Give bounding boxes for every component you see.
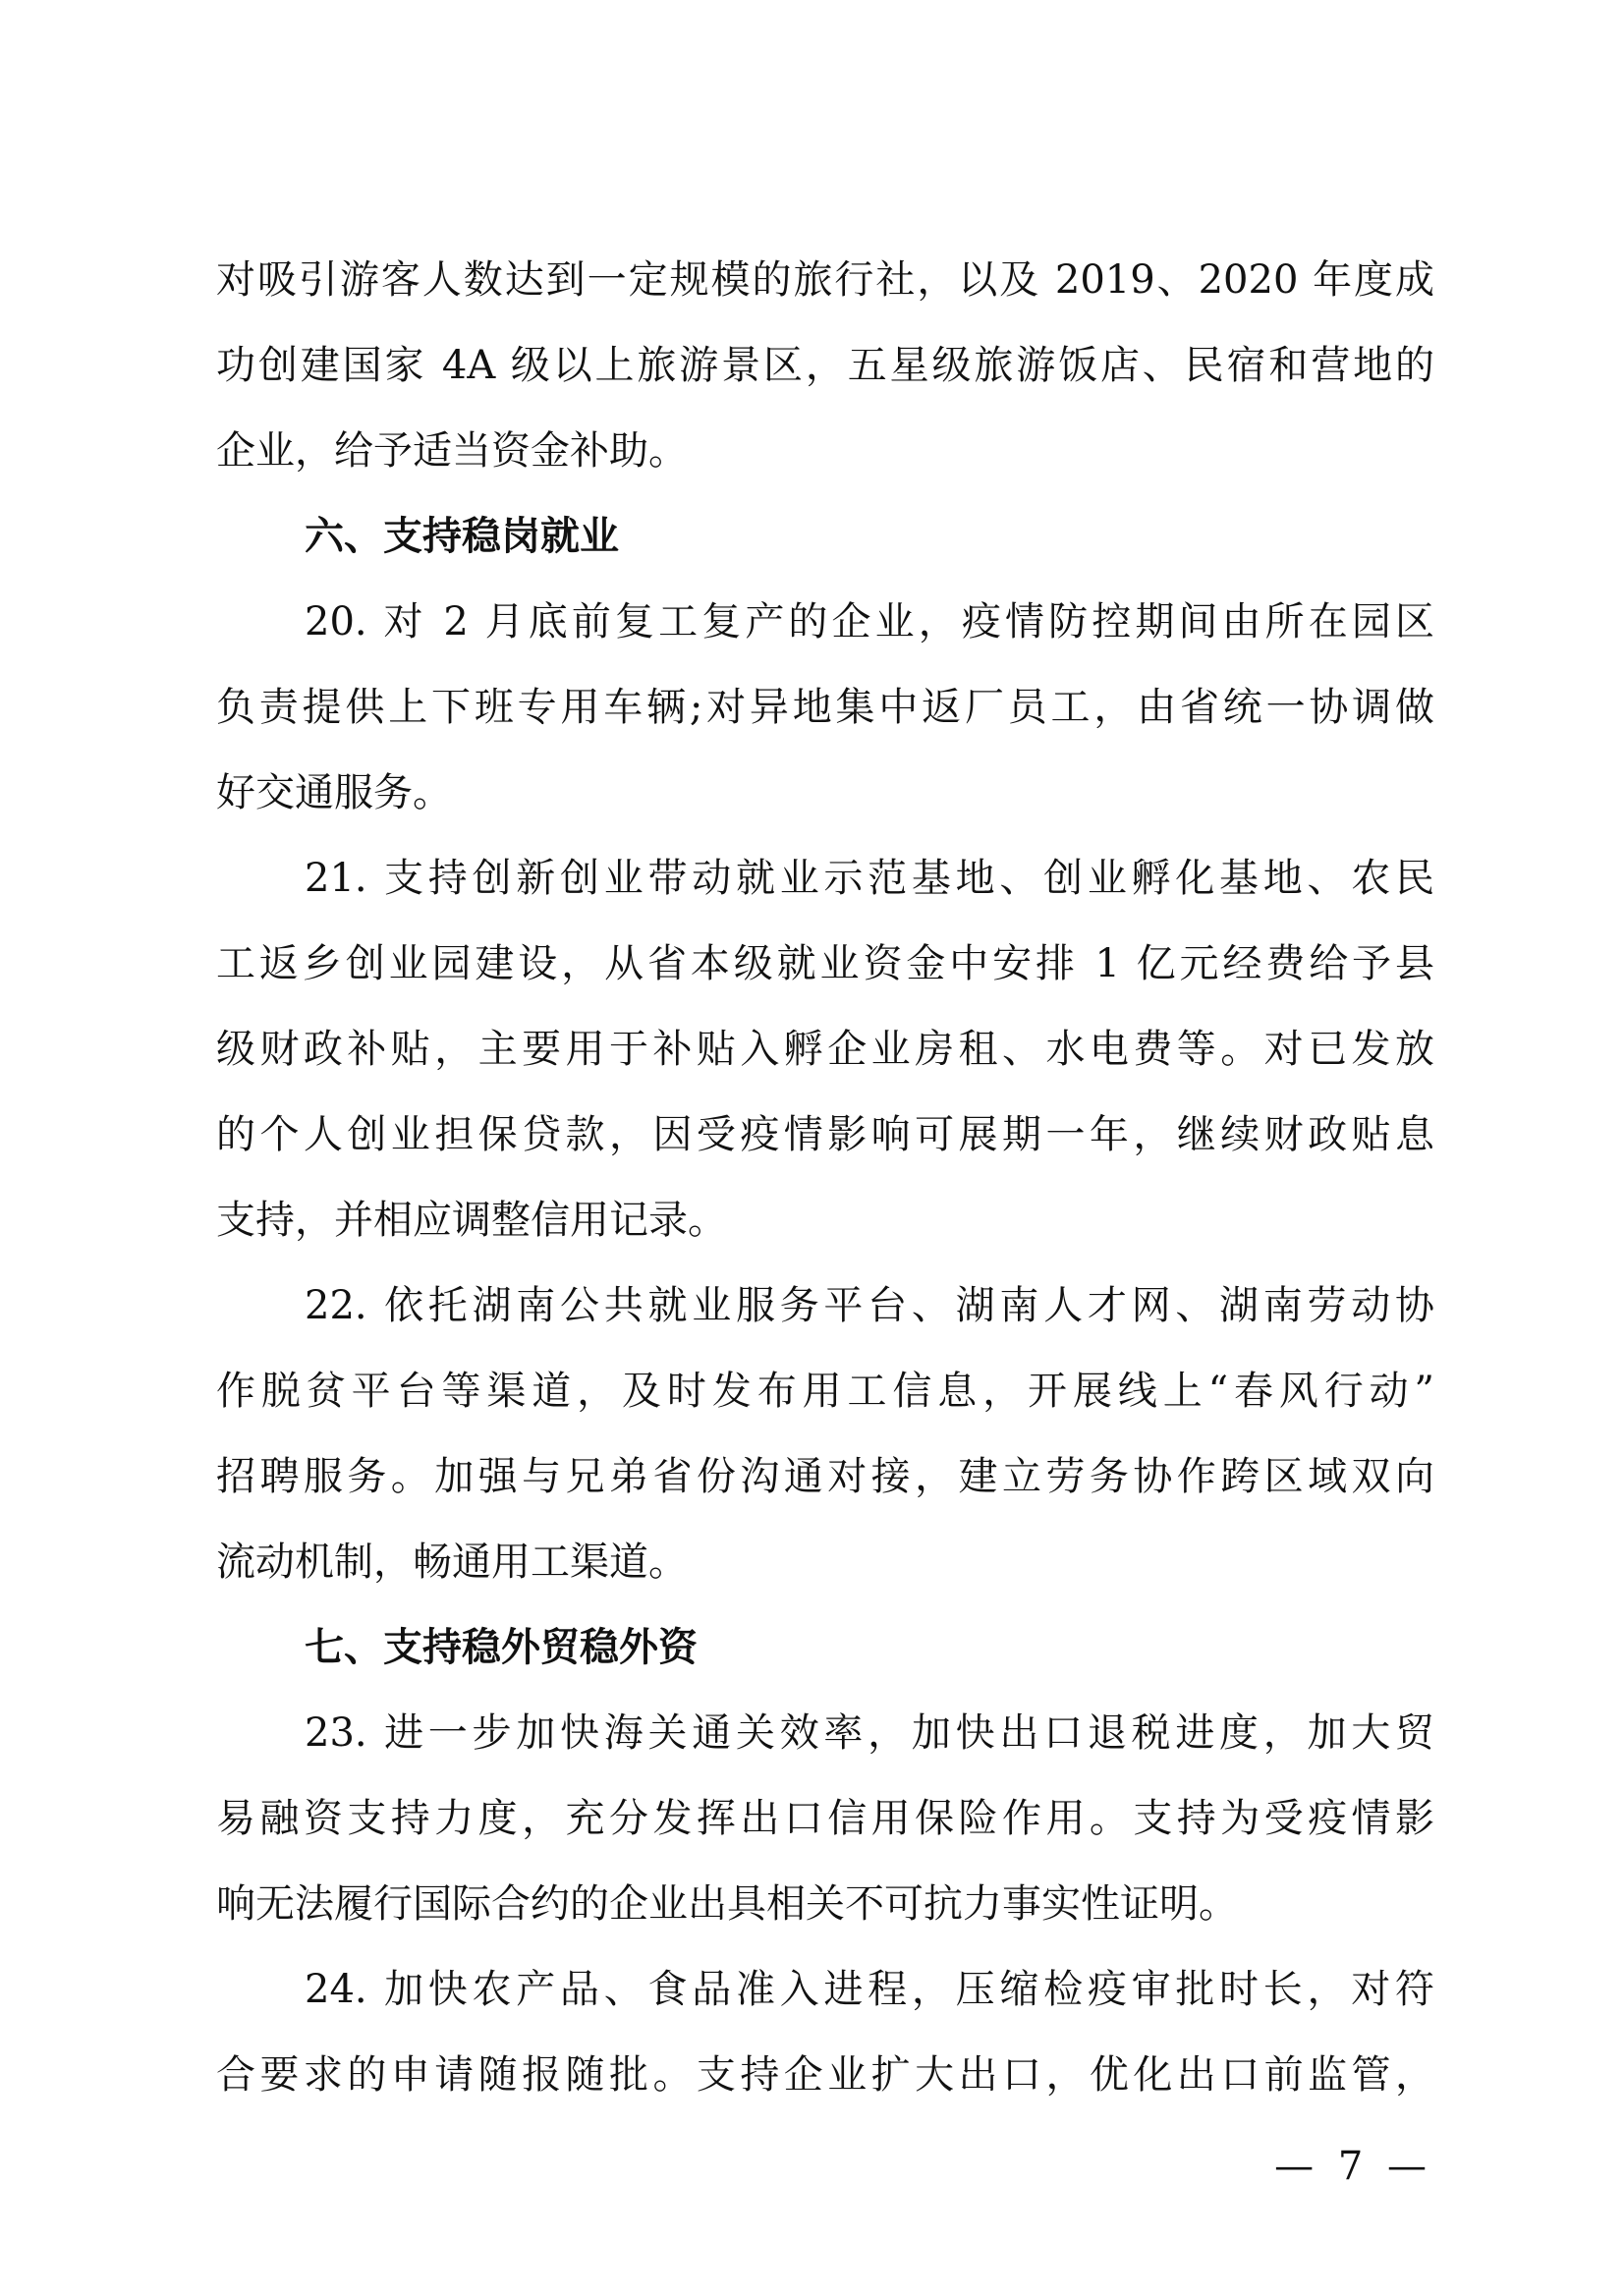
body-line: 易融资支持力度，充分发挥出口信用保险作用。支持为受疫情影 <box>216 1796 1434 1841</box>
body-line: 对吸引游客人数达到一定规模的旅行社，以及 2019、2020 年度成 <box>216 257 1434 303</box>
body-line: 合要求的申请随报随批。支持企业扩大出口，优化出口前监管， <box>216 2052 1434 2098</box>
section-heading: 七、支持稳外贸稳外资 <box>305 1625 698 1670</box>
page-number: — 7 — <box>1274 2144 1432 2189</box>
body-line: 21. 支持创新创业带动就业示范基地、创业孵化基地、农民 <box>305 856 1434 901</box>
body-line: 功创建国家 4A 级以上旅游景区，五星级旅游饭店、民宿和营地的 <box>216 343 1434 388</box>
body-line: 24. 加快农产品、食品准入进程，压缩检疫审批时长，对符 <box>305 1967 1434 2012</box>
body-line: 好交通服务。 <box>216 770 452 815</box>
body-line: 企业，给予适当资金补助。 <box>216 428 688 474</box>
body-line: 级财政补贴，主要用于补贴入孵企业房租、水电费等。对已发放 <box>216 1027 1434 1072</box>
section-heading: 六、支持稳岗就业 <box>305 514 619 559</box>
body-line: 作脱贫平台等渠道，及时发布用工信息，开展线上“春风行动” <box>216 1369 1434 1414</box>
body-line: 的个人创业担保贷款，因受疫情影响可展期一年，继续财政贴息 <box>216 1112 1434 1157</box>
body-line: 流动机制，畅通用工渠道。 <box>216 1540 688 1585</box>
body-line: 工返乡创业园建设，从省本级就业资金中安排 1 亿元经费给予县 <box>216 941 1434 986</box>
body-line: 负责提供上下班专用车辆;对异地集中返厂员工，由省统一协调做 <box>216 685 1434 730</box>
body-line: 支持，并相应调整信用记录。 <box>216 1198 727 1243</box>
body-line: 招聘服务。加强与兄弟省份沟通对接，建立劳务协作跨区域双向 <box>216 1454 1434 1499</box>
body-line: 22. 依托湖南公共就业服务平台、湖南人才网、湖南劳动协 <box>305 1283 1434 1328</box>
body-line: 20. 对 2 月底前复工复产的企业，疫情防控期间由所在园区 <box>305 599 1434 644</box>
body-line: 响无法履行国际合约的企业出具相关不可抗力事实性证明。 <box>216 1881 1238 1927</box>
body-line: 23. 进一步加快海关通关效率，加快出口退税进度，加大贸 <box>305 1710 1434 1756</box>
